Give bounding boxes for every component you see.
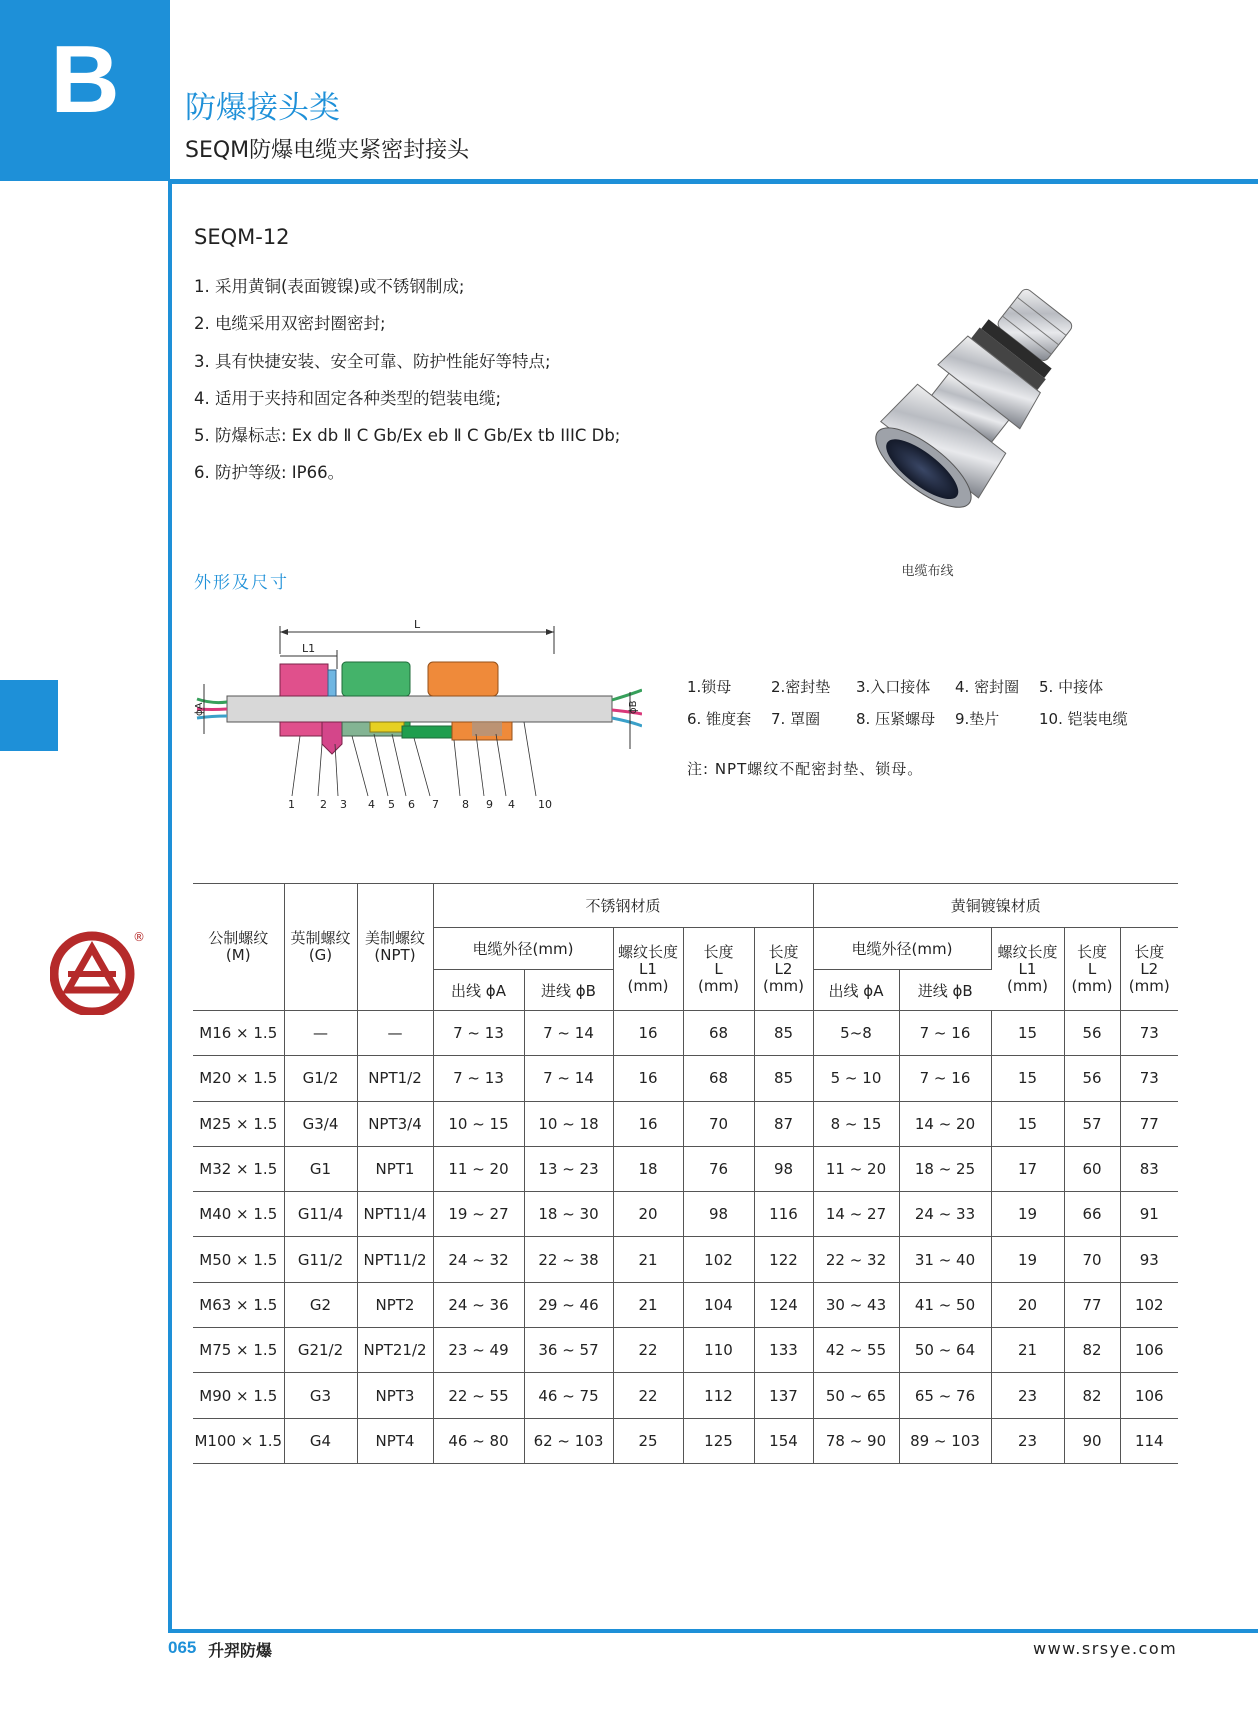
photo-caption: 电缆布线	[901, 564, 954, 579]
callout-5: 5	[388, 798, 395, 809]
table-cell: M75 × 1.5	[193, 1328, 284, 1373]
table-cell: 21	[991, 1328, 1064, 1373]
table-row	[193, 1328, 1178, 1373]
table-cell: G3	[284, 1373, 357, 1418]
table-cell: 76	[683, 1146, 754, 1191]
table-cell: 46 ~ 75	[524, 1373, 613, 1418]
feature-item: 1. 采用黄铜(表面镀镍)或不锈钢制成;	[194, 277, 465, 296]
footer-divider	[168, 1629, 1258, 1633]
table-cell: 50 ~ 64	[899, 1328, 991, 1373]
table-cell: 102	[683, 1237, 754, 1282]
table-cell: G2	[284, 1282, 357, 1327]
website-link[interactable]: www.srsye.com	[1033, 1639, 1178, 1658]
part-item: 10. 铠装电缆	[1039, 710, 1128, 728]
table-cell: 85	[754, 1056, 813, 1101]
table-cell: 25	[613, 1418, 683, 1463]
col-header-metric: 公制螺纹 (M)	[193, 884, 284, 1011]
table-cell: 98	[683, 1192, 754, 1237]
table-cell: 50 ~ 65	[813, 1373, 899, 1418]
table-cell: 5 ~ 10	[813, 1056, 899, 1101]
table-cell: 8 ~ 15	[813, 1101, 899, 1146]
callout-10: 10	[538, 798, 552, 809]
table-cell: 19 ~ 27	[433, 1192, 524, 1237]
table-cell: 102	[1120, 1282, 1178, 1327]
table-cell: 18	[613, 1146, 683, 1191]
table-cell: 42 ~ 55	[813, 1328, 899, 1373]
feature-item: 3. 具有快捷安装、安全可靠、防护性能好等特点;	[194, 351, 551, 371]
part-item: 9.垫片	[955, 710, 1000, 728]
table-cell: 122	[754, 1237, 813, 1282]
part-item: 2.密封垫	[771, 678, 831, 696]
table-cell: NPT4	[357, 1418, 433, 1463]
table-cell: 57	[1064, 1101, 1120, 1146]
col-header-length-L: 长度 L (mm)	[683, 928, 754, 1011]
col-header-thread-length: 螺纹长度 L1 (mm)	[991, 928, 1064, 1011]
table-cell: 15	[991, 1056, 1064, 1101]
table-cell: 30 ~ 43	[813, 1282, 899, 1327]
table-cell: 46 ~ 80	[433, 1418, 524, 1463]
table-body	[193, 1011, 1178, 1464]
dim-label-L1: L1	[302, 642, 316, 655]
col-header-american: 美制螺纹 (NPT)	[357, 884, 433, 1011]
table-cell: 73	[1120, 1011, 1178, 1056]
part-item: 5. 中接体	[1039, 678, 1104, 696]
table-cell: M40 × 1.5	[193, 1192, 284, 1237]
page-number: 065	[168, 1638, 197, 1657]
table-cell: 18 ~ 30	[524, 1192, 613, 1237]
table-cell: 137	[754, 1373, 813, 1418]
table-cell: 83	[1120, 1146, 1178, 1191]
table-cell: NPT3/4	[357, 1101, 433, 1146]
table-cell: 90	[1064, 1418, 1120, 1463]
table-cell: 41 ~ 50	[899, 1282, 991, 1327]
table-cell: 65 ~ 76	[899, 1373, 991, 1418]
table-cell: 68	[683, 1011, 754, 1056]
col-header-in-B: 进线 ϕB	[899, 970, 991, 1011]
table-cell: 5~8	[813, 1011, 899, 1056]
side-marker-tab	[0, 680, 58, 751]
table-cell: 24 ~ 33	[899, 1192, 991, 1237]
col-header-cable-od: 电缆外径(mm)	[433, 928, 613, 970]
table-row	[193, 1056, 1178, 1101]
table-cell: 19	[991, 1237, 1064, 1282]
table-cell: 22 ~ 38	[524, 1237, 613, 1282]
product-photo	[850, 285, 1100, 515]
col-header-length-L: 长度 L (mm)	[1064, 928, 1120, 1011]
callout-2: 2	[320, 798, 327, 809]
table-cell: 78 ~ 90	[813, 1418, 899, 1463]
table-cell: NPT1	[357, 1146, 433, 1191]
table-cell: M32 × 1.5	[193, 1146, 284, 1191]
dim-label-B: ϕB	[628, 700, 639, 714]
table-cell: 112	[683, 1373, 754, 1418]
col-header-out-A: 出线 ϕA	[433, 970, 524, 1011]
table-cell: 23 ~ 49	[433, 1328, 524, 1373]
group-header-brass: 黄铜镀镍材质	[813, 884, 1178, 928]
table-cell: 7 ~ 14	[524, 1056, 613, 1101]
table-cell: 60	[1064, 1146, 1120, 1191]
left-margin-rule	[168, 183, 172, 1633]
table-cell: G11/4	[284, 1192, 357, 1237]
part-item: 3.入口接体	[856, 678, 931, 696]
table-cell: 133	[754, 1328, 813, 1373]
part-item: 8. 压紧螺母	[856, 710, 936, 728]
table-cell: NPT11/4	[357, 1192, 433, 1237]
col-header-in-B: 进线 ϕB	[524, 970, 613, 1011]
table-cell: 11 ~ 20	[813, 1146, 899, 1191]
table-cell: 116	[754, 1192, 813, 1237]
callout-6: 6	[408, 798, 415, 809]
company-name: 升羿防爆	[208, 1641, 273, 1660]
table-cell: 23	[991, 1418, 1064, 1463]
table-row	[193, 1418, 1178, 1463]
category-title: 防爆接头类	[185, 90, 340, 126]
table-row	[193, 1373, 1178, 1418]
table-cell: 29 ~ 46	[524, 1282, 613, 1327]
table-cell: 70	[683, 1101, 754, 1146]
table-cell: 106	[1120, 1328, 1178, 1373]
spec-table	[193, 883, 1178, 1464]
group-header-stainless: 不锈钢材质	[433, 884, 813, 928]
table-cell: M50 × 1.5	[193, 1237, 284, 1282]
table-cell: 56	[1064, 1056, 1120, 1101]
table-row	[193, 1101, 1178, 1146]
registered-mark: ®	[133, 930, 145, 944]
table-cell: 22 ~ 55	[433, 1373, 524, 1418]
table-cell: 22 ~ 32	[813, 1237, 899, 1282]
product-title: SEQM防爆电缆夹紧密封接头	[185, 138, 470, 163]
col-header-length-L2: 长度 L2 (mm)	[754, 928, 813, 1011]
table-cell: 7 ~ 16	[899, 1011, 991, 1056]
table-cell: NPT2	[357, 1282, 433, 1327]
table-cell: 7 ~ 14	[524, 1011, 613, 1056]
table-cell: 19	[991, 1192, 1064, 1237]
table-cell: 62 ~ 103	[524, 1418, 613, 1463]
table-cell: 36 ~ 57	[524, 1328, 613, 1373]
table-cell: 68	[683, 1056, 754, 1101]
table-cell: 16	[613, 1056, 683, 1101]
section-heading: 外形及尺寸	[194, 573, 289, 593]
callout-9: 9	[486, 798, 493, 809]
table-cell: 20	[991, 1282, 1064, 1327]
table-cell: 125	[683, 1418, 754, 1463]
table-cell: 154	[754, 1418, 813, 1463]
table-row	[193, 1011, 1178, 1056]
table-cell: NPT1/2	[357, 1056, 433, 1101]
table-cell: M100 × 1.5	[193, 1418, 284, 1463]
callout-7: 7	[432, 798, 439, 809]
table-cell: M16 × 1.5	[193, 1011, 284, 1056]
table-cell: 56	[1064, 1011, 1120, 1056]
header-divider	[168, 179, 1258, 184]
table-cell: 7 ~ 13	[433, 1056, 524, 1101]
table-cell: 91	[1120, 1192, 1178, 1237]
dim-label-A: ϕA	[194, 702, 205, 716]
part-item: 6. 锥度套	[687, 710, 752, 728]
feature-item: 2. 电缆采用双密封圈密封;	[194, 314, 386, 334]
table-cell: 14 ~ 27	[813, 1192, 899, 1237]
table-cell: M20 × 1.5	[193, 1056, 284, 1101]
table-cell: —	[284, 1011, 357, 1056]
table-cell: 21	[613, 1237, 683, 1282]
callout-8: 8	[462, 798, 469, 809]
part-item: 4. 密封圈	[955, 678, 1020, 696]
table-cell: 66	[1064, 1192, 1120, 1237]
table-cell: 106	[1120, 1373, 1178, 1418]
section-letter: B	[50, 26, 120, 133]
table-cell: 22	[613, 1373, 683, 1418]
feature-item: 6. 防护等级: IP66。	[194, 463, 345, 483]
table-cell: 98	[754, 1146, 813, 1191]
table-cell: 82	[1064, 1373, 1120, 1418]
table-row	[193, 1282, 1178, 1327]
table-cell: 10 ~ 15	[433, 1101, 524, 1146]
table-cell: 89 ~ 103	[899, 1418, 991, 1463]
table-cell: 14 ~ 20	[899, 1101, 991, 1146]
col-header-thread-length: 螺纹长度 L1 (mm)	[613, 928, 683, 1011]
feature-item: 5. 防爆标志: Ex db Ⅱ C Gb/Ex eb Ⅱ C Gb/Ex tb IIIC Db;	[194, 426, 621, 446]
table-row	[193, 1237, 1178, 1282]
table-cell: 13 ~ 23	[524, 1146, 613, 1191]
table-cell: 16	[613, 1011, 683, 1056]
table-cell: M63 × 1.5	[193, 1282, 284, 1327]
part-item: 7. 罩圈	[771, 710, 821, 728]
table-cell: G11/2	[284, 1237, 357, 1282]
col-header-length-L2: 长度 L2 (mm)	[1120, 928, 1178, 1011]
col-header-imperial: 英制螺纹 (G)	[284, 884, 357, 1011]
table-cell: 23	[991, 1373, 1064, 1418]
table-cell: 110	[683, 1328, 754, 1373]
feature-list	[194, 268, 620, 492]
table-cell: G3/4	[284, 1101, 357, 1146]
table-cell: 82	[1064, 1328, 1120, 1373]
table-cell: 77	[1120, 1101, 1178, 1146]
callout-4b: 4	[508, 798, 515, 809]
col-header-cable-od: 电缆外径(mm)	[813, 928, 991, 970]
callout-4: 4	[368, 798, 375, 809]
table-cell: 15	[991, 1011, 1064, 1056]
table-cell: M25 × 1.5	[193, 1101, 284, 1146]
table-cell: 70	[1064, 1237, 1120, 1282]
table-cell: 24 ~ 36	[433, 1282, 524, 1327]
model-number: SEQM-12	[194, 225, 290, 249]
table-cell: 104	[683, 1282, 754, 1327]
table-cell: 24 ~ 32	[433, 1237, 524, 1282]
table-row	[193, 1146, 1178, 1191]
table-cell: —	[357, 1011, 433, 1056]
table-cell: 87	[754, 1101, 813, 1146]
table-cell: 18 ~ 25	[899, 1146, 991, 1191]
table-cell: G21/2	[284, 1328, 357, 1373]
table-cell: G1	[284, 1146, 357, 1191]
part-item: 1.锁母	[687, 678, 732, 696]
table-cell: 11 ~ 20	[433, 1146, 524, 1191]
callout-3: 3	[340, 798, 347, 809]
table-cell: G1/2	[284, 1056, 357, 1101]
table-cell: 124	[754, 1282, 813, 1327]
table-cell: 17	[991, 1146, 1064, 1191]
table-cell: 22	[613, 1328, 683, 1373]
table-cell: 85	[754, 1011, 813, 1056]
table-cell: 7 ~ 16	[899, 1056, 991, 1101]
dim-label-L: L	[414, 618, 421, 631]
callout-1: 1	[288, 798, 295, 809]
table-cell: 16	[613, 1101, 683, 1146]
table-cell: 31 ~ 40	[899, 1237, 991, 1282]
table-cell: 77	[1064, 1282, 1120, 1327]
feature-item: 4. 适用于夹持和固定各种类型的铠装电缆;	[194, 388, 502, 408]
table-cell: NPT21/2	[357, 1328, 433, 1373]
table-cell: 10 ~ 18	[524, 1101, 613, 1146]
table-cell: 73	[1120, 1056, 1178, 1101]
note-text: 注: NPT螺纹不配密封垫、锁母。	[687, 760, 924, 778]
table-cell: 7 ~ 13	[433, 1011, 524, 1056]
table-cell: M90 × 1.5	[193, 1373, 284, 1418]
table-row	[193, 1192, 1178, 1237]
table-cell: 21	[613, 1282, 683, 1327]
table-cell: 93	[1120, 1237, 1178, 1282]
table-cell: NPT11/2	[357, 1237, 433, 1282]
table-cell: 20	[613, 1192, 683, 1237]
table-cell: 15	[991, 1101, 1064, 1146]
table-cell: 114	[1120, 1418, 1178, 1463]
cross-section-drawing	[192, 614, 642, 809]
table-cell: G4	[284, 1418, 357, 1463]
col-header-out-A: 出线 ϕA	[813, 970, 899, 1011]
table-cell: NPT3	[357, 1373, 433, 1418]
company-logo	[50, 930, 140, 1015]
